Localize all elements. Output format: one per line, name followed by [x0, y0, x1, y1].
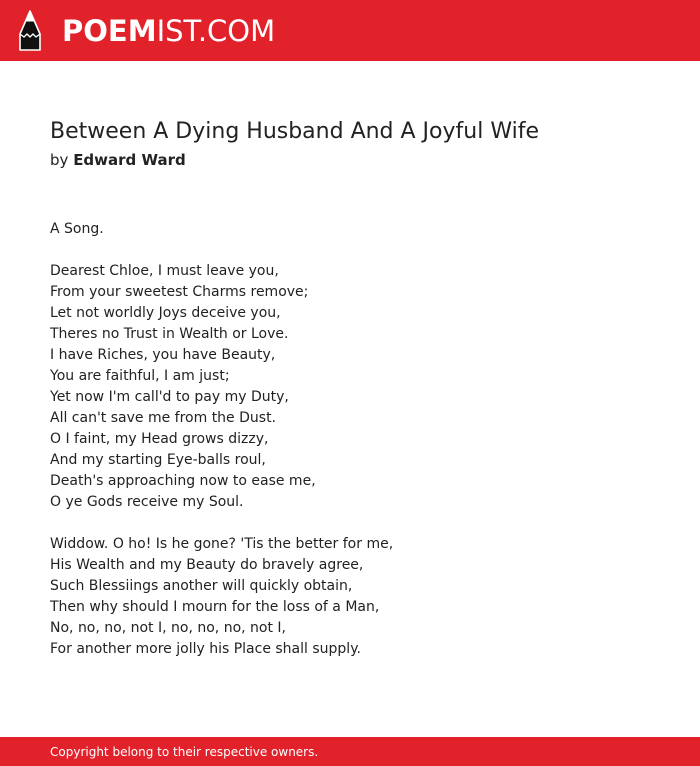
- poem-line: His Wealth and my Beauty do bravely agree,: [50, 557, 364, 573]
- poem-line: For another more jolly his Place shall supply.: [50, 641, 361, 657]
- poem-line: Widdow. O ho! Is he gone? 'Tis the better for me,: [50, 536, 394, 552]
- poem-line: A Song.: [50, 221, 104, 237]
- poem-line: And my starting Eye-balls roul,: [50, 452, 266, 468]
- poem-line: Let not worldly Joys deceive you,: [50, 305, 281, 321]
- poem-line: Such Blessiings another will quickly obtain,: [50, 578, 353, 594]
- stanza: [50, 261, 393, 513]
- poem-line: All can't save me from the Dust.: [50, 410, 277, 426]
- site-logo[interactable]: [18, 9, 275, 53]
- logo-text-light: IST.COM: [156, 13, 276, 48]
- pencil-icon: [18, 10, 42, 52]
- poem-line: I have Riches, you have Beauty,: [50, 347, 276, 363]
- poem-line: Theres no Trust in Wealth or Love.: [50, 326, 289, 342]
- byline: [50, 150, 186, 170]
- poem-line: O I faint, my Head grows dizzy,: [50, 431, 269, 447]
- logo-wordmark: [62, 13, 276, 48]
- stanza: [50, 219, 393, 240]
- poem-line: O ye Gods receive my Soul.: [50, 494, 244, 510]
- poem-line: Death's approaching now to ease me,: [50, 473, 316, 489]
- poem-line: Yet now I'm call'd to pay my Duty,: [50, 389, 289, 405]
- poem-title: Between A Dying Husband And A Joyful Wife: [50, 119, 539, 144]
- logo-text-strong: POEM: [62, 13, 157, 48]
- site-footer: [0, 737, 700, 766]
- poem-body: [50, 219, 393, 681]
- stanza: [50, 534, 393, 660]
- author-link[interactable]: Edward Ward: [73, 151, 186, 169]
- site-header: [0, 0, 700, 61]
- poem-line: Then why should I mourn for the loss of a Man,: [50, 599, 380, 615]
- by-label: by: [50, 151, 69, 169]
- poem-line: No, no, no, not I, no, no, no, not I,: [50, 620, 286, 636]
- poem-line: You are faithful, I am just;: [50, 368, 230, 384]
- poem-line: From your sweetest Charms remove;: [50, 284, 309, 300]
- poem-line: Dearest Chloe, I must leave you,: [50, 263, 279, 279]
- copyright-notice: Copyright belong to their respective owners.: [50, 745, 319, 759]
